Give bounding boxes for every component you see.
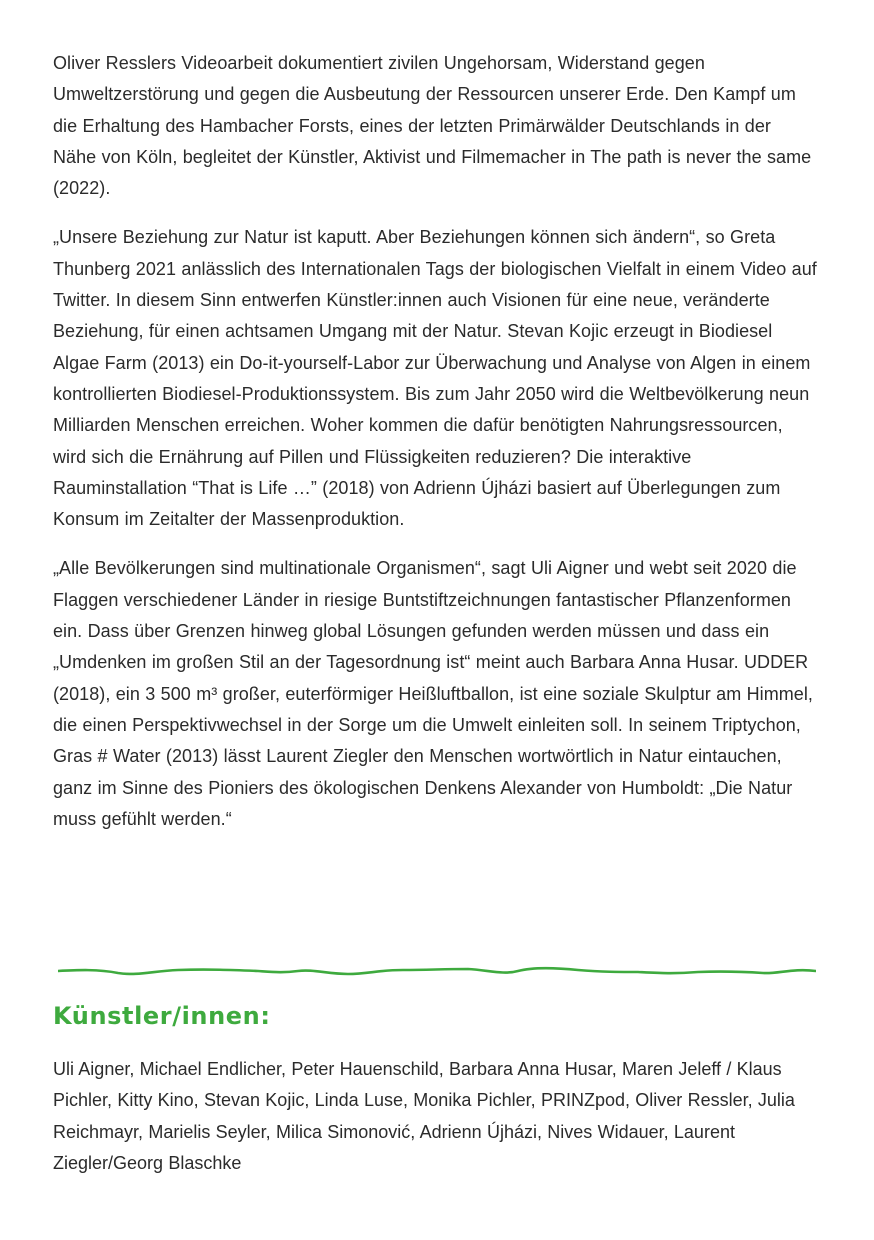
paragraph-aigner: „Alle Bevölkerungen sind multinationale Organismen“, sagt Uli Aigner und webt seit 2020 die Flaggen verschiedener Länder in riesige Buntstiftzeichnungen fantastischer Pflanzenformen ein. Dass über Grenzen hinweg global Lösungen gefunden werden müssen und dass ein „Umdenken im großen Stil an der Tagesordnung ist“ meint auch Barbara Anna Husar. UDDER (2018), ein 3 500 m³ großer, euterförmiger Heißluftballon, ist eine soziale Skulptur am Himmel, die einen Perspektivwechsel in der Sorge um die Umwelt einleiten soll. In seinem Triptychon, Gras # Water (2013) lässt Laurent Ziegler den Menschen wortwörtlich in Natur eintauchen, ganz im Sinne des Pioniers des ökologischen Denkens Alexander von Humboldt: „Die Natur muss gefühlt werden.“	[53, 558, 813, 829]
paragraph-thunberg: „Unsere Beziehung zur Natur ist kaputt. Aber Beziehungen können sich ändern“, so Greta Thunberg 2021 anlässlich des Internationalen Tags der biologischen Vielfalt in einem Video auf Twitter. In diesem Sinn entwerfen Künstler:innen auch Visionen für eine neue, veränderte Beziehung, für einen achtsamen Umgang mit der Natur. Stevan Kojic erzeugt in Biodiesel Algae Farm (2013) ein Do-it-yourself-Labor zur Überwachung und Analyse von Algen in einem kontrollierten Biodiesel-Produktionssystem. Bis zum Jahr 2050 wird die Weltbevölkerung neun Milliarden Menschen erreichen. Woher kommen die dafür benötigten Nahrungsressourcen, wird sich die Ernährung auf Pillen und Flüssigkeiten reduzieren? Die interaktive Rauminstallation “That is Life …” (2018) von Adrienn Újházi basiert auf Überlegungen zum Konsum im Zeitalter der Massenproduktion.	[53, 227, 817, 530]
article-body	[53, 48, 819, 853]
paragraph-ressler: Oliver Resslers Videoarbeit dokumentiert zivilen Ungehorsam, Widerstand gegen Umweltzerstörung und gegen die Ausbeutung der Ressourcen unserer Erde. Den Kampf um die Erhaltung des Hambacher Forsts, eines der letzten Primärwälder Deutschlands in der Nähe von Köln, begleitet der Künstler, Aktivist und Filmemacher in The path is never the same (2022).	[53, 53, 812, 199]
artists-list: Uli Aigner, Michael Endlicher, Peter Hauenschild, Barbara Anna Husar, Maren Jeleff / Klaus Pichler, Kitty Kino, Stevan Kojic, Linda Luse, Monika Pichler, PRINZpod, Oliver Ressler, Julia Reichmayr, Marielis Seyler, Milica Simonović, Adrienn Újházi, Nives Widauer, Laurent Ziegler/Georg Blaschke	[53, 1059, 795, 1173]
artists-heading: Künstler/innen:	[53, 1002, 271, 1030]
wavy-divider	[58, 962, 816, 980]
